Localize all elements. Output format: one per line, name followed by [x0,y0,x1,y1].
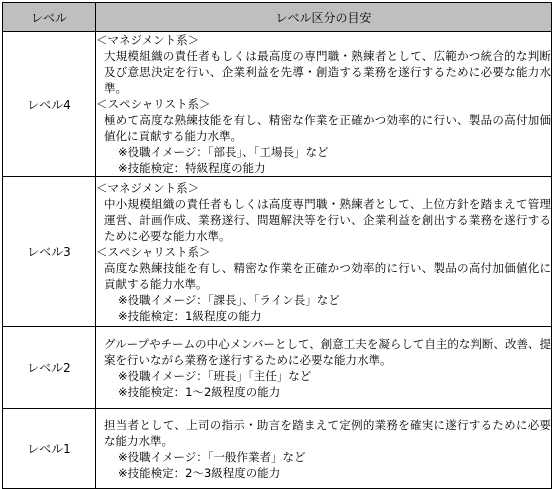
level-description [96,409,552,489]
manager-section-title: ＜マネジメント系＞ [96,33,200,47]
header-description: レベル区分の目安 [96,3,552,32]
level-label: レベル1 [3,409,96,489]
table-row-level1 [3,409,552,489]
level-label: レベル4 [3,32,96,177]
level-criteria-table [2,2,552,489]
level-text: グループやチームの中心メンバーとして、創意工夫を凝らして自主的な判断、改善、提案を行いながら業務を遂行するために必要な能力水準。 [104,336,551,367]
level-description [96,32,552,177]
level-criteria-sheet [2,2,552,486]
manager-section-text: 中小規模組織の責任者もしくは高度専門職・熟練者として、上位方針を踏まえて管理運営、計画作成、業務遂行、問題解決等を行い、企業利益を創出する業務を遂行するために必要な能力水準。 [104,196,551,243]
specialist-section-text: 極めて高度な熟練技能を有し、精密な作業を正確かつ効率的に行い、製品の高付加価値化に貢献する能力水準。 [104,113,551,143]
manager-section-text: 大規模組織の責任者もしくは最高度の専門職・熟練者として、広範かつ統合的な判断及び意思決定を行い、企業利益を先導・創造する業務を遂行するために必要な能力水準。 [104,49,551,95]
example-role: ※役職イメージ：「課長」、「ライン長」など [118,292,340,307]
specialist-section-title: ＜スペシャリスト系＞ [96,97,211,111]
header-level: レベル [3,3,96,32]
manager-section-title: ＜マネジメント系＞ [96,180,200,195]
specialist-section-title: ＜スペシャリスト系＞ [96,244,211,259]
level-label: レベル3 [3,177,96,327]
example-skill: ※技能検定：1級程度の能力 [118,308,262,323]
level-description [96,177,552,327]
table-row-level3 [3,177,552,327]
example-skill: ※技能検定：特級程度の能力 [118,161,266,175]
specialist-section-text: 高度な熟練技能を有し、精密な作業を正確かつ効率的に行い、製品の高付加価値化に貢献する能力水準。 [104,260,551,291]
example-role: ※役職イメージ：「班長」「主任」など [118,368,312,383]
level-label: レベル2 [3,327,96,409]
example-skill: ※技能検定：2～3級程度の能力 [118,465,281,480]
table-row-level2 [3,327,552,409]
table-row-level4 [3,32,552,177]
table-header-row [3,3,552,32]
level-description [96,327,552,409]
example-skill: ※技能検定：1～2級程度の能力 [118,384,281,399]
example-role: ※役職イメージ：「部長」、「工場長」など [118,145,329,159]
example-role: ※役職イメージ：「一般作業者」など [118,449,306,464]
level-text: 担当者として、上司の指示・助言を踏まえて定例的業務を確実に遂行するために必要な能力水準。 [104,417,551,448]
